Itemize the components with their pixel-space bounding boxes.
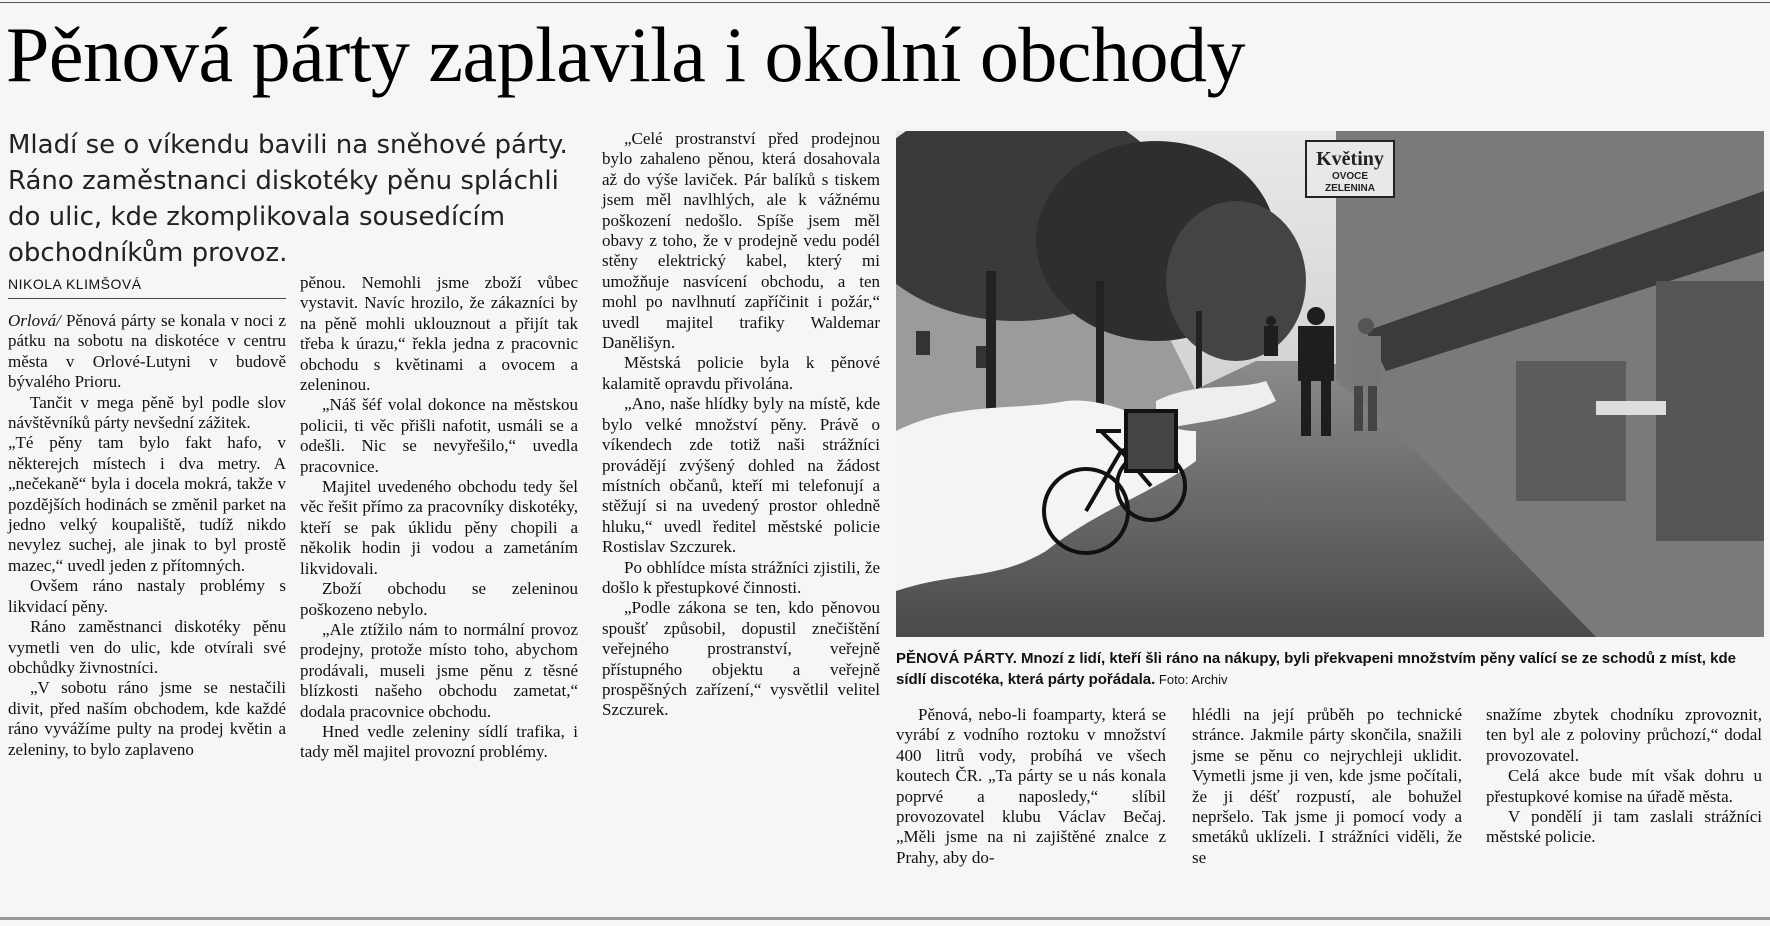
headline: Pěnová párty zaplavila i okolní obchody [6,11,1246,98]
paragraph: „Náš šéf volal dokonce na městskou policii, ti věc přišli nafotit, usmáli se a odešli. Nic se nevyřešilo,“ uvedla pracovnice. [300,395,578,476]
article-column-2 [300,273,578,763]
article-photo [896,131,1764,637]
paragraph: Ovšem ráno nastaly problémy s likvidací pěny. [8,576,286,616]
paragraph: snažíme zbytek chodníku zprovoznit, ten byl ale z poloviny průchozí,“ dodal provozovatel. [1486,705,1762,765]
paragraph: „Podle zákona se ten, kdo pěnovou spoušť způsobil, dopustil znečištění veřejného prostranství, veřejně přístupného objektu a veřejně prospěšných zařízení,“ vysvětlil velitel Szczurek. [602,598,880,720]
paragraph: Tančit v mega pěně byl podle slov návštěvníků párty nevšední zážitek. [8,392,286,433]
sign-text: OVOCE [1331,171,1369,182]
paragraph: „Té pěny tam bylo fakt hafo, v některejch místech i dva metry. A „nečekaně“ byla i docela mokrá, takže v pozdějších hodinách se změnil parket na jedno velký koupaliště, tudíž nikdo nevylez suchej, ale jinak to byl prostě mazec,“ uvedl jeden z přítomných. [8,433,286,575]
article-column-1 [8,311,286,760]
photo-illustration [896,131,1764,637]
paragraph-text: Pěnová párty se konala v noci z pátku na sobotu na diskotéce v centru města v Orlové-Lutyni v budově bývalého Prioru. [8,311,287,392]
caption-title: PĚNOVÁ PÁRTY. [896,650,1017,667]
paragraph: Majitel uvedeného obchodu tedy šel věc řešit přímo za pracovníky diskotéky, kteří se pak úklidu pěny chopili a několik hodin ji vodou a zametáním likvidovali. [300,477,578,578]
paragraph: Městská policie byla k pěnové kalamitě opravdu přivolána. [602,353,880,393]
photo-credit: Foto: Archiv [1155,672,1228,687]
paragraph: Ráno zaměstnanci diskotéky pěnu vymetli ven do ulic, kde otvírali své obchůdky živnostníci. [8,617,286,677]
paragraph: hlédli na její průběh po technické stránce. Jakmile párty skončila, snažili jsme se pěnu co nejrychleji uklidit. Vymetli jsme ji ven, kde jsme počítali, že ji déšť rozpustí, ale bohužel nepršelo. Tak jsme ji pomocí vody a smetáků uklízeli. I strážníci viděli, že se [1192,705,1462,867]
caption-body: Mnozí z lidí, kteří šli ráno na nákupy, byli překvapeni množstvím pěny valící se ze schodů z míst, kde sídlí discotéka, která párty pořádala. [896,650,1736,688]
paragraph [8,311,286,393]
paragraph: „Ale ztížilo nám to normální provoz prodejny, protože místo toho, abychom prodávali, museli jsme pěnu z těsné blízkosti našeho obchodu zametat,“ dodala pracovnice obchodu. [300,619,578,721]
article-column-3 [602,129,880,721]
paragraph: Zboží obchodu se zeleninou poškozeno nebylo. [300,579,578,619]
paragraph: Celá akce bude mít však dohru u přestupkové komise na úřadě města. [1486,766,1762,806]
shop-sign [1306,141,1394,197]
top-rule [0,2,1770,3]
article-column-6 [1486,705,1762,848]
byline: NIKOLA KLIMŠOVÁ [8,276,142,292]
photo-caption [896,648,1764,690]
sign-text: Květiny [1316,148,1384,170]
sign-text: ZELENINA [1325,183,1375,194]
lead-paragraph: Mladí se o víkendu bavili na sněhové párty. Ráno zaměstnanci diskotéky pěnu spláchli do ulic, kde zkomplikovala sousedícím obchodníkům provoz. [8,130,568,268]
article-column-5 [1192,705,1462,868]
bottom-rule [0,917,1770,920]
paragraph: Hned vedle zeleniny sídlí trafika, i tady měl majitel provozní problémy. [300,721,578,762]
paragraph: Po obhlídce místa strážníci zjistili, že došlo k přestupkové činnosti. [602,557,880,597]
paragraph: „V sobotu ráno jsme se nestačili divit, před naším obchodem, kde každé ráno vyvážíme pulty na prodej květin a zeleniny, to bylo zaplaveno [8,678,286,759]
paragraph: V pondělí ji tam zaslali strážníci městské policie. [1486,807,1762,847]
article-column-4 [896,705,1166,868]
paragraph: pěnou. Nemohli jsme zboží vůbec vystavit. Navíc hrozilo, že zákazníci by na pěně mohli uklouznout a přijít tak třeba k úrazu,“ řekla jedna z pracovnic obchodu s květinami a ovocem a zeleninou. [300,273,578,395]
byline-rule [8,298,286,299]
paragraph: Pěnová, nebo-li foamparty, která se vyrábí z vodního roztoku v množství 400 litrů vody, probíhá ve všech koutech ČR. „Ta párty se u nás konala poprvé a naposledy,“ slíbil provozovatel klubu Václav Bečaj. „Měli jsme na ni zajištěné znalce z Prahy, aby do- [896,705,1166,867]
dateline: Orlová/ [8,311,61,330]
paragraph: „Celé prostranství před prodejnou bylo zahaleno pěnou, která dosahovala až do výše laviček. Pár balíků s tiskem jsem měl navlhlých, ale k vážnému poškození nedošlo. Spíše jsem měl obavy z toho, že v prodejně vedu podél stěny elektrický kabel, který mi umožňuje nasvícení obchodu, a ten mohl po navlhnutí zapříčinit i požár,“ uvedl majitel trafiky Waldemar Danělišyn. [602,129,880,353]
paragraph: „Ano, naše hlídky byly na místě, kde bylo velké množství pěny. Právě o víkendech zde totiž naši strážníci provádějí zvýšený dohled na žádost místních občanů, kteří mi telefonují a stěžují si na uvedený prostor ohledně hluku,“ uvedl ředitel městské policie Rostislav Szczurek. [602,394,880,557]
